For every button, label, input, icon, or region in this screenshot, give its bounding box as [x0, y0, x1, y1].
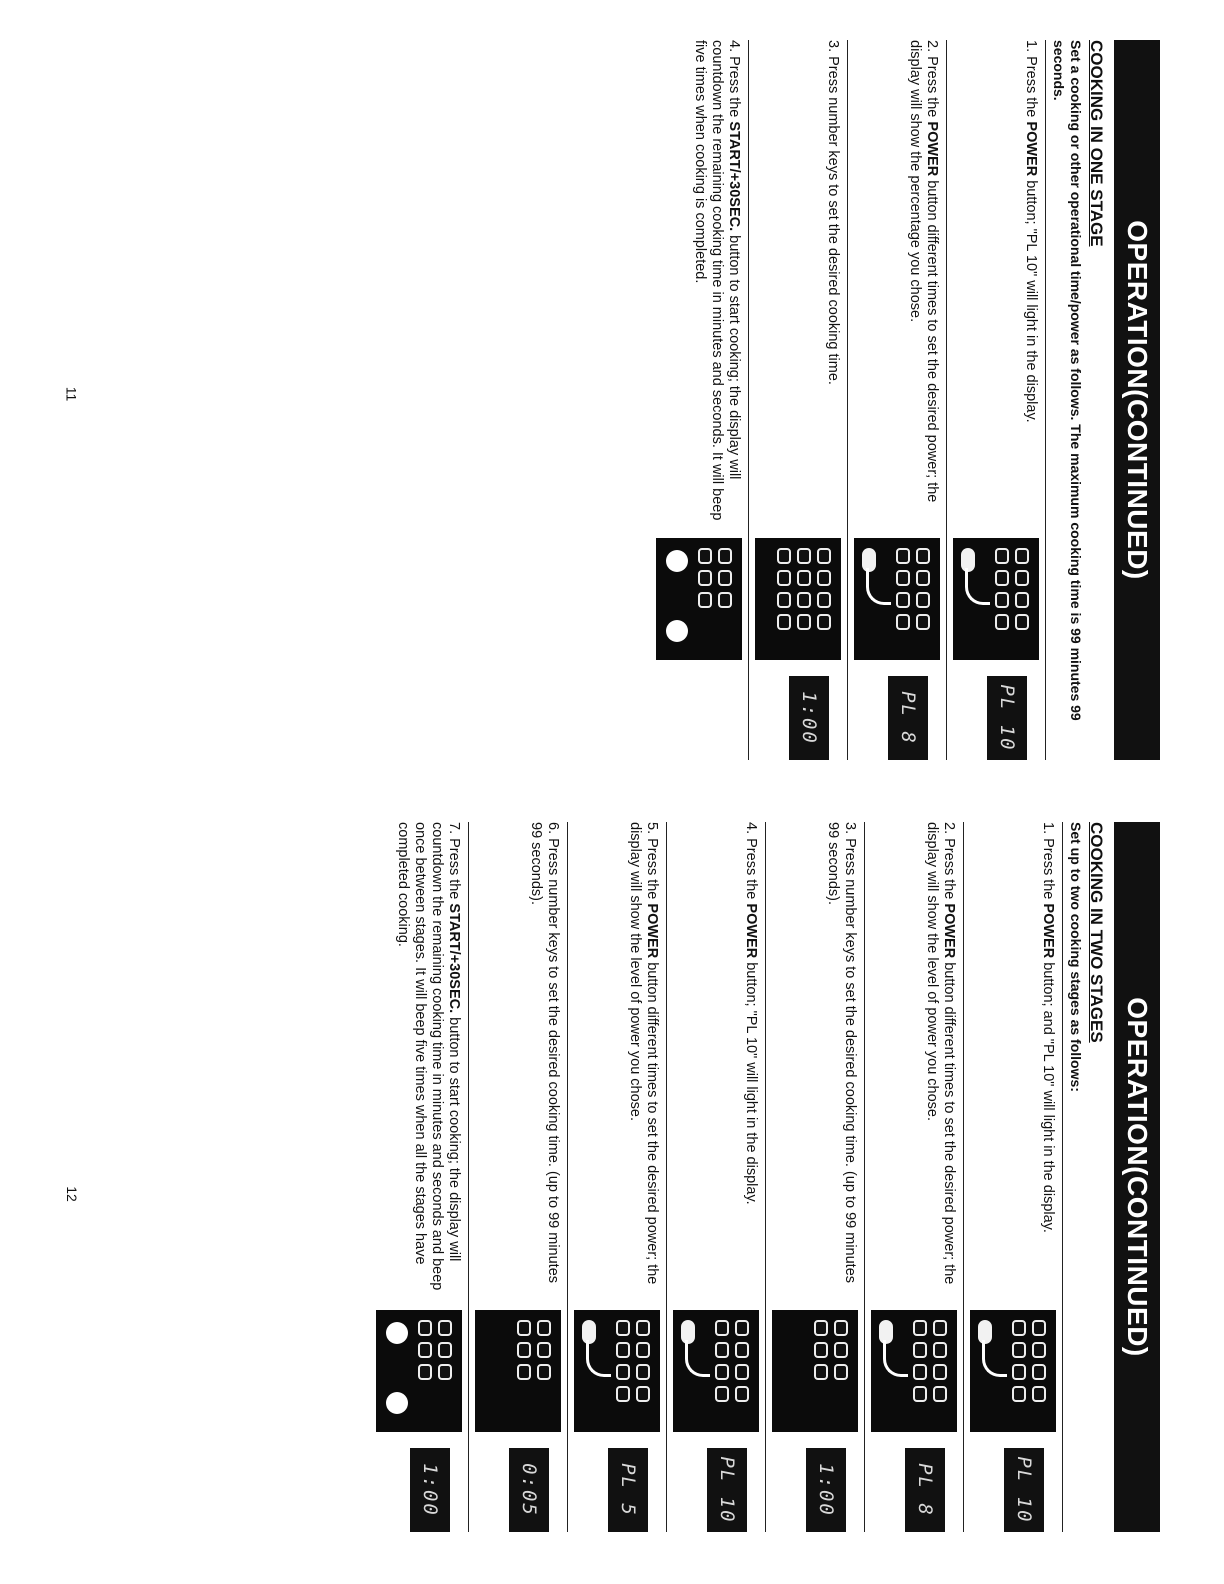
step-number: 3. [825, 40, 841, 53]
step-text-pre: Press the [1040, 838, 1056, 904]
stop-key-icon [386, 1322, 408, 1344]
step-text-post: button; "PL 10" will light in the display. [743, 958, 759, 1205]
step-text-post: button to start cooking; the display will countdown the remaining cooking time in minutes and seconds and beep once between stages. It will beep five times when all the stages have completed cooking. [395, 822, 462, 1291]
step-number: 1. [1040, 822, 1056, 835]
step-text-pre: Press number keys to set the desired cooking time. (up to 99 minutes 99 seconds). [825, 822, 858, 1284]
step-text-bold: START/+30SEC. [446, 903, 462, 1014]
step-1 [947, 40, 1046, 760]
manual-page-11 [160, 40, 1160, 760]
step-text [906, 40, 940, 538]
step-number: 3. [842, 822, 858, 835]
step-text-post: button; "PL 10" will light in the display. [1023, 176, 1039, 423]
step-number: 2. [941, 822, 957, 835]
step-text [1039, 822, 1056, 1310]
arrow-icon [982, 1340, 1007, 1377]
step-text-post: button; and "PL 10" will light in the display. [1040, 958, 1056, 1233]
step-text [824, 40, 841, 538]
step-text-pre: Press the [644, 838, 660, 904]
control-panel-illustration [574, 1310, 660, 1432]
step-text-post: button different times to set the desired power; the display will show the level of power you chose. [924, 822, 957, 1285]
start-key-illustration [656, 538, 742, 660]
lcd-display: PL 8 [888, 676, 928, 760]
lcd-display: PL 10 [987, 676, 1027, 760]
number-keys-illustration [772, 1310, 858, 1432]
lcd-display: 0:05 [509, 1448, 549, 1532]
intro-text: Set a cooking or other operational time/power as follows. The maximum cooking time is 99 minutes 99 seconds. [1051, 40, 1084, 721]
lcd-display: 1:00 [410, 1448, 450, 1532]
step-text-pre: Press the [446, 838, 462, 904]
step-number: 4. [743, 822, 759, 835]
step-text-bold: POWER [1023, 121, 1039, 177]
step-text-pre: Press the [726, 56, 742, 122]
step-number: 1. [1023, 40, 1039, 53]
step-2 [848, 40, 947, 760]
intro-text: Set up to two cooking stages as follows: [1068, 822, 1084, 1092]
number-keys-illustration [475, 1310, 561, 1432]
section-title: COOKING IN TWO STAGES [1087, 822, 1106, 1043]
step-text [691, 40, 742, 538]
start-key-icon [666, 620, 688, 642]
step-number: 4. [726, 40, 742, 53]
step-number: 7. [446, 822, 462, 835]
step-text [394, 822, 462, 1310]
number-keys-illustration [755, 538, 841, 660]
step-3 [749, 40, 848, 760]
step-text [742, 822, 759, 1310]
arrow-icon [586, 1340, 611, 1377]
step-text-bold: POWER [941, 903, 957, 959]
start-key-illustration [376, 1310, 462, 1432]
step-text-pre: Press the [941, 838, 957, 904]
start-key-icon [386, 1392, 408, 1414]
control-panel-illustration [854, 538, 940, 660]
control-panel-illustration [871, 1310, 957, 1432]
page-number: 12 [63, 1186, 80, 1202]
step-5 [568, 822, 667, 1532]
lcd-display: PL 10 [707, 1448, 747, 1532]
step-text-pre: Press number keys to set the desired cooking time. (up to 99 minutes 99 seconds). [528, 822, 561, 1284]
step-text [1022, 40, 1039, 538]
step-text-pre: Press the [924, 56, 940, 122]
stop-key-icon [666, 550, 688, 572]
step-4 [650, 40, 749, 760]
step-text-pre: Press the [743, 838, 759, 904]
page-number: 11 [63, 386, 80, 402]
step-text-post: button different times to set the desired power; the display will show the percentage you chose. [907, 40, 940, 503]
step-text-pre: Press number keys to set the desired cooking time. [825, 56, 841, 385]
page-header: OPERATION(CONTINUED) [1114, 40, 1160, 760]
step-7 [370, 822, 469, 1532]
step-text-pre: Press the [1023, 56, 1039, 122]
control-panel-illustration [970, 1310, 1056, 1432]
step-text-bold: START/+30SEC. [726, 121, 742, 232]
step-text-bold: POWER [644, 903, 660, 959]
step-text [824, 822, 858, 1310]
section-title: COOKING IN ONE STAGE [1087, 40, 1106, 247]
arrow-icon [866, 568, 891, 605]
step-number: 6. [545, 822, 561, 835]
lcd-display: 1:00 [789, 676, 829, 760]
arrow-icon [965, 568, 990, 605]
step-number: 5. [644, 822, 660, 835]
step-2 [865, 822, 964, 1532]
lcd-display: PL 10 [1004, 1448, 1044, 1532]
page-header: OPERATION(CONTINUED) [1114, 822, 1160, 1532]
step-1 [964, 822, 1063, 1532]
step-number: 2. [924, 40, 940, 53]
step-6 [469, 822, 568, 1532]
step-3 [766, 822, 865, 1532]
lcd-display: PL 8 [905, 1448, 945, 1532]
step-text [527, 822, 561, 1310]
step-text-bold: POWER [924, 121, 940, 177]
arrow-icon [685, 1340, 710, 1377]
control-panel-illustration [673, 1310, 759, 1432]
arrow-icon [883, 1340, 908, 1377]
step-4 [667, 822, 766, 1532]
manual-page-12 [160, 822, 1160, 1532]
step-text-bold: POWER [743, 903, 759, 959]
control-panel-illustration [953, 538, 1039, 660]
lcd-display: PL 5 [608, 1448, 648, 1532]
step-text-post: button to start cooking; the display will countdown the remaining cooking time in minutes and seconds. It will beep five times when cooking is completed. [692, 40, 742, 521]
step-text [923, 822, 957, 1310]
step-text [626, 822, 660, 1310]
step-text-post: button different times to set the desired power; the display will show the level of power you chose. [627, 822, 660, 1285]
step-text-bold: POWER [1040, 903, 1056, 959]
lcd-display: 1:00 [806, 1448, 846, 1532]
